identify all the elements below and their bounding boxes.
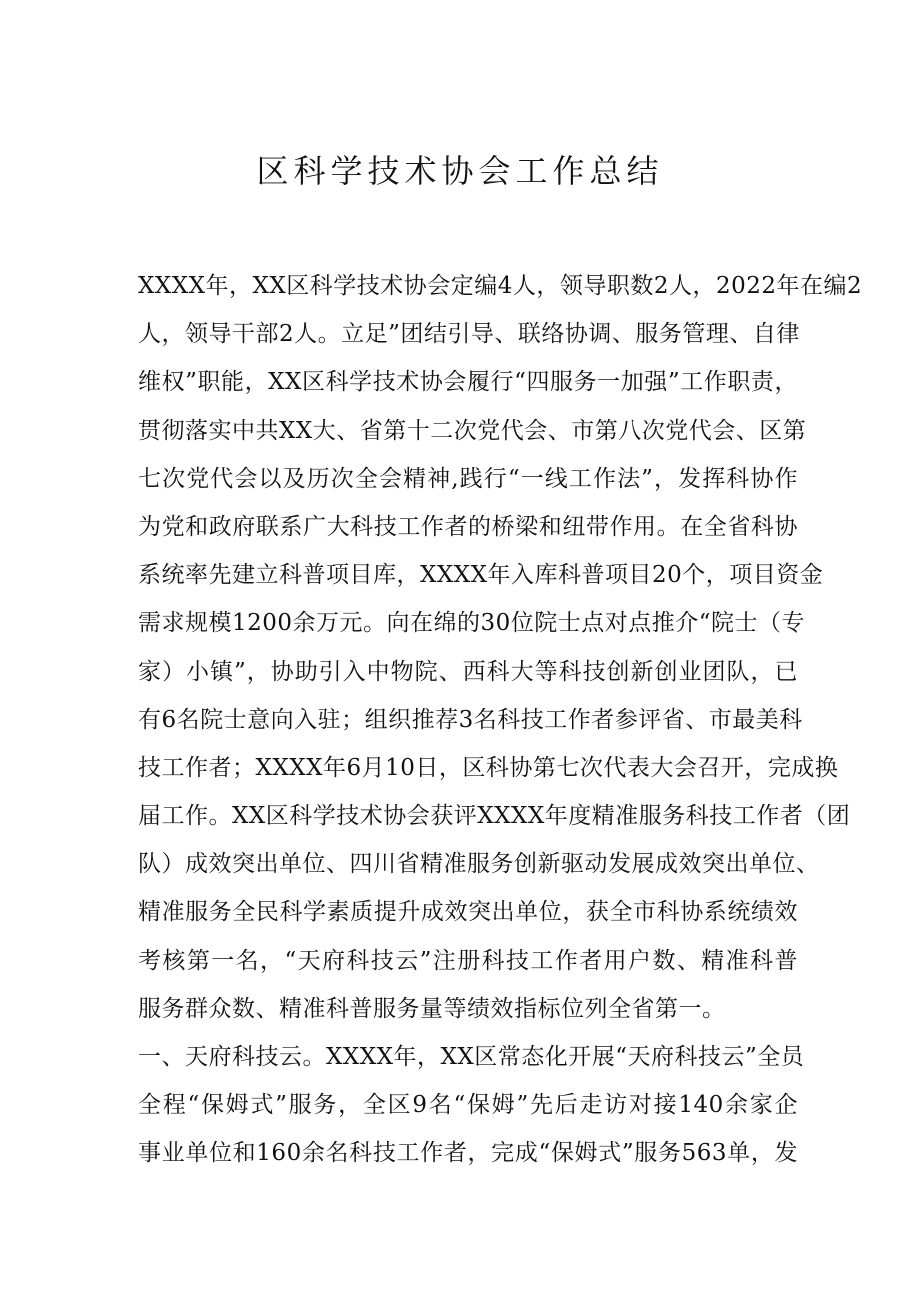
text-line: 精准服务全民科学素质提升成效突出单位，获全市科协系统绩效: [138, 899, 798, 926]
text-line: 考核第一名，“天府科技云”注册科技工作者用户数、精准科普: [138, 947, 798, 974]
text-line: 系统率先建立科普项目库，XXXX年入库科普项目20个，项目资金: [138, 562, 824, 589]
text-line: 队）成效突出单位、四川省精准服务创新驱动发展成效突出单位、: [138, 851, 820, 878]
text-line: 贯彻落实中共XX大、省第十二次党代会、市第八次党代会、区第: [138, 417, 807, 444]
text-line: XXXX年，XX区科学技术协会定编4人，领导职数2人，2022年在编2: [138, 273, 863, 299]
text-line: 届工作。XX区科学技术协会获评XXXX年度精准服务科技工作者（团: [138, 803, 851, 830]
text-line: 技工作者；XXXX年6月10日，区科协第七次代表大会召开，完成换: [138, 754, 839, 781]
text-line: 人，领导干部2人。立足”团结引导、联络协调、服务管理、自律: [138, 321, 800, 348]
text-line: 家）小镇”，协助引入中物院、西科大等科技创新创业团队，已: [138, 658, 798, 685]
text-line: 七次党代会以及历次全会精神,践行“一线工作法”，发挥科协作: [138, 465, 798, 492]
text-line: 有6名院士意向入驻；组织推荐3名科技工作者参评省、市最美科: [138, 706, 803, 733]
text-line: 服务群众数、精准科普服务量等绩效指标位列全省第一。: [138, 995, 726, 1022]
text-line: 事业单位和160余名科技工作者，完成“保姆式”服务563单，发: [138, 1140, 798, 1167]
text-line: 一、天府科技云。XXXX年，XX区常态化开展“天府科技云”全员: [138, 1044, 805, 1070]
text-line: 为党和政府联系广大科技工作者的桥梁和纽带作用。在全省科协: [138, 513, 798, 540]
text-line: 维权”职能，XX区科学技术协会履行“四服务一加强”工作职责，: [138, 369, 798, 396]
document-body: [138, 262, 863, 1178]
document-title: 区科学技术协会工作总结: [256, 152, 664, 190]
text-line: 需求规模1200余万元。向在绵的30位院士点对点推介“院士（专: [138, 610, 806, 637]
text-line: 全程“保姆式”服务，全区9名“保姆”先后走访对接140余家企: [138, 1092, 798, 1119]
